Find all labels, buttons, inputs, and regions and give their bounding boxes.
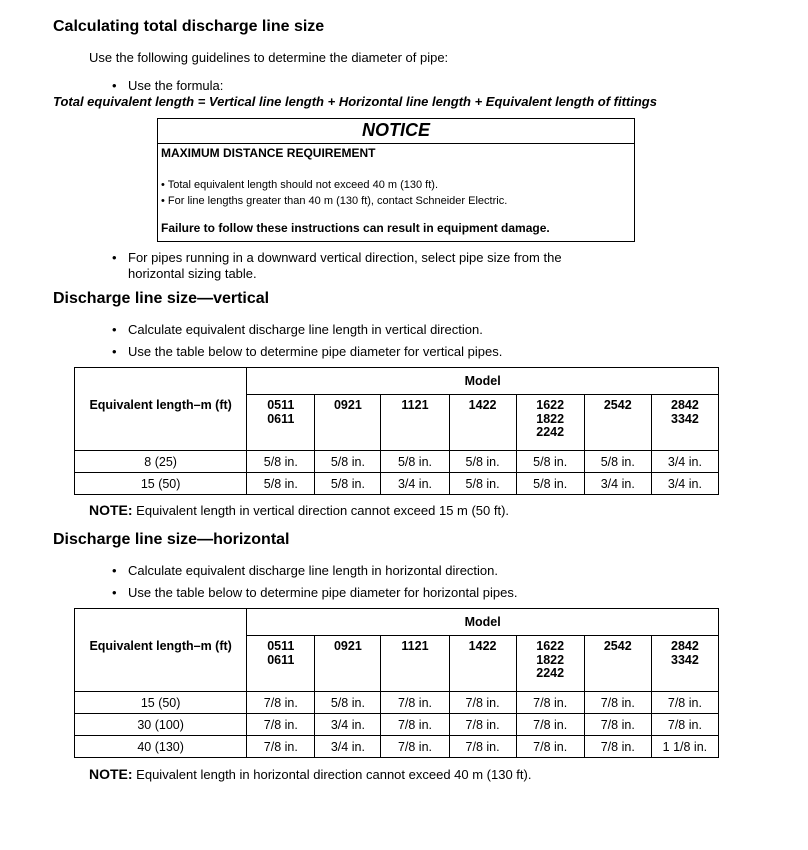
table-cell: 3/4 in. bbox=[584, 473, 651, 495]
bullet-dot: • bbox=[112, 344, 117, 359]
table-cell: 5/8 in. bbox=[584, 451, 651, 473]
column-header: 1622 1822 2242 bbox=[516, 395, 584, 451]
table-cell: 5/8 in. bbox=[315, 451, 381, 473]
table-cell: 7/8 in. bbox=[449, 692, 516, 714]
vertical-bullet: • Use the table below to determine pipe diameter for vertical pipes. bbox=[112, 344, 503, 359]
bullet-formula-text: Use the formula: bbox=[128, 78, 224, 93]
table-cell: 3/4 in. bbox=[381, 473, 449, 495]
table-row bbox=[75, 473, 719, 495]
vertical-bullet: • Calculate equivalent discharge line length in vertical direction. bbox=[112, 322, 483, 337]
bullet-downward-line1: For pipes running in a downward vertical direction, select pipe size from the bbox=[128, 250, 562, 265]
horizontal-bullet: • Use the table below to determine pipe diameter for horizontal pipes. bbox=[112, 585, 518, 600]
table-row bbox=[75, 692, 719, 714]
table-cell: 7/8 in. bbox=[516, 736, 584, 758]
formula-text: Total equivalent length = Vertical line length + Horizontal line length + Equivalent length of fittings bbox=[53, 94, 657, 109]
table-cell: 7/8 in. bbox=[247, 736, 315, 758]
column-header: 1422 bbox=[449, 395, 516, 451]
row-header: Equivalent length–m (ft) bbox=[75, 609, 247, 692]
note-text: Equivalent length in vertical direction cannot exceed 15 m (50 ft). bbox=[132, 503, 510, 518]
bullet-formula bbox=[112, 78, 224, 93]
table-cell: 7/8 in. bbox=[381, 736, 449, 758]
table-cell: 1 1/8 in. bbox=[651, 736, 718, 758]
column-header: 1121 bbox=[381, 636, 449, 692]
table-cell: 3/4 in. bbox=[651, 451, 718, 473]
table-cell: 5/8 in. bbox=[315, 692, 381, 714]
row-label: 15 (50) bbox=[75, 473, 247, 495]
table-cell: 5/8 in. bbox=[516, 451, 584, 473]
table-cell: 5/8 in. bbox=[449, 451, 516, 473]
table-cell: 7/8 in. bbox=[381, 714, 449, 736]
note-label: NOTE: bbox=[89, 502, 133, 518]
bullet-dot: • bbox=[112, 322, 117, 337]
column-header: 2842 3342 bbox=[651, 395, 718, 451]
table-row bbox=[75, 714, 719, 736]
table-cell: 7/8 in. bbox=[516, 692, 584, 714]
notice-box bbox=[157, 118, 635, 242]
table-row bbox=[75, 736, 719, 758]
notice-footer: Failure to follow these instructions can result in equipment damage. bbox=[161, 221, 550, 235]
column-header: 0921 bbox=[315, 636, 381, 692]
table-cell: 7/8 in. bbox=[381, 692, 449, 714]
table-cell: 3/4 in. bbox=[651, 473, 718, 495]
bullet-dot: • bbox=[112, 563, 117, 578]
table-cell: 7/8 in. bbox=[449, 736, 516, 758]
table-cell: 7/8 in. bbox=[584, 714, 651, 736]
section-title-total-discharge: Calculating total discharge line size bbox=[53, 18, 325, 35]
column-header: 0511 0611 bbox=[247, 395, 315, 451]
vertical-pipe-table bbox=[74, 367, 719, 495]
bullet-dot: • bbox=[112, 585, 117, 600]
column-header: 0511 0611 bbox=[247, 636, 315, 692]
table-row bbox=[75, 451, 719, 473]
table-cell: 5/8 in. bbox=[247, 451, 315, 473]
horizontal-bullet: • Calculate equivalent discharge line length in horizontal direction. bbox=[112, 563, 499, 578]
table-cell: 7/8 in. bbox=[651, 692, 718, 714]
table-cell: 7/8 in. bbox=[584, 692, 651, 714]
vertical-note bbox=[89, 502, 509, 518]
bullet-dot: • bbox=[112, 78, 117, 93]
table-cell: 7/8 in. bbox=[247, 692, 315, 714]
table-cell: 5/8 in. bbox=[247, 473, 315, 495]
notice-subheading: MAXIMUM DISTANCE REQUIREMENT bbox=[161, 146, 376, 160]
table-cell: 5/8 in. bbox=[449, 473, 516, 495]
column-header: 2542 bbox=[584, 395, 651, 451]
table-cell: 7/8 in. bbox=[584, 736, 651, 758]
bullet-dot: • bbox=[112, 250, 117, 265]
notice-item: • Total equivalent length should not exceed 40 m (130 ft). bbox=[161, 179, 439, 191]
column-header: 2542 bbox=[584, 636, 651, 692]
bullet-downward-line2: horizontal sizing table. bbox=[128, 266, 257, 281]
table-cell: 7/8 in. bbox=[247, 714, 315, 736]
horizontal-note bbox=[89, 766, 531, 782]
notice-body bbox=[158, 144, 634, 237]
row-label: 8 (25) bbox=[75, 451, 247, 473]
table-cell: 5/8 in. bbox=[516, 473, 584, 495]
row-label: 15 (50) bbox=[75, 692, 247, 714]
notice-heading: NOTICE bbox=[158, 119, 634, 144]
intro-text: Use the following guidelines to determine the diameter of pipe: bbox=[89, 50, 449, 65]
row-header: Equivalent length–m (ft) bbox=[75, 368, 247, 451]
column-header: 1622 1822 2242 bbox=[516, 636, 584, 692]
column-header: 0921 bbox=[315, 395, 381, 451]
section-title-horizontal: Discharge line size—horizontal bbox=[53, 531, 290, 548]
table-cell: 7/8 in. bbox=[516, 714, 584, 736]
note-label: NOTE: bbox=[89, 766, 133, 782]
model-header: Model bbox=[247, 368, 719, 395]
table-cell: 7/8 in. bbox=[651, 714, 718, 736]
notice-item: • For line lengths greater than 40 m (130 ft), contact Schneider Electric. bbox=[161, 195, 508, 207]
column-header: 1422 bbox=[449, 636, 516, 692]
table-cell: 3/4 in. bbox=[315, 714, 381, 736]
table-cell: 5/8 in. bbox=[315, 473, 381, 495]
section-title-vertical: Discharge line size—vertical bbox=[53, 290, 270, 307]
note-text: Equivalent length in horizontal direction cannot exceed 40 m (130 ft). bbox=[132, 767, 532, 782]
row-label: 30 (100) bbox=[75, 714, 247, 736]
column-header: 2842 3342 bbox=[651, 636, 718, 692]
horizontal-pipe-table bbox=[74, 608, 719, 758]
model-header: Model bbox=[247, 609, 719, 636]
table-cell: 5/8 in. bbox=[381, 451, 449, 473]
bullet-downward bbox=[112, 250, 562, 282]
table-cell: 7/8 in. bbox=[449, 714, 516, 736]
row-label: 40 (130) bbox=[75, 736, 247, 758]
column-header: 1121 bbox=[381, 395, 449, 451]
table-cell: 3/4 in. bbox=[315, 736, 381, 758]
